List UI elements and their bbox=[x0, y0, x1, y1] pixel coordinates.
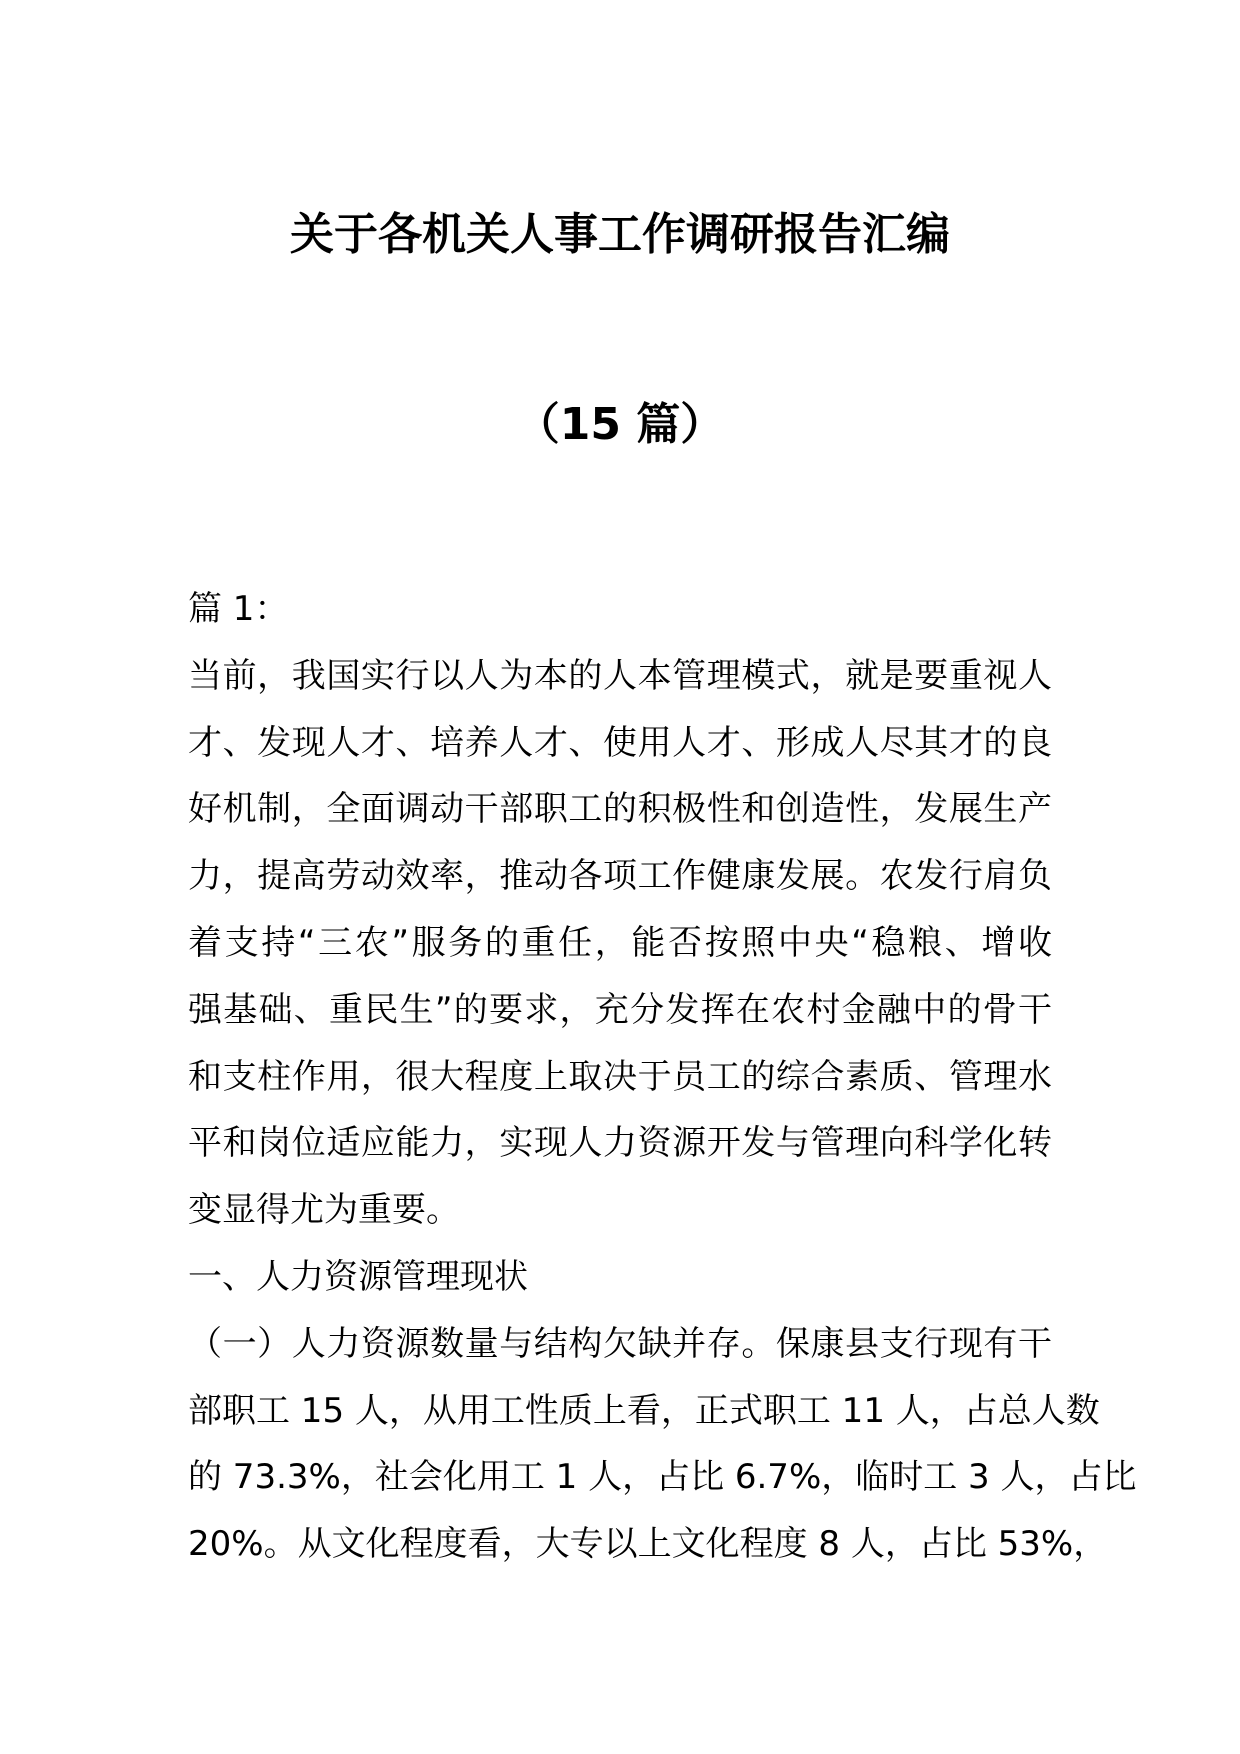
paragraph-line: 变显得尤为重要。 bbox=[188, 1190, 460, 1231]
section-label: 篇 1： bbox=[188, 589, 289, 629]
section-heading: 一、人力资源管理现状 bbox=[188, 1256, 528, 1297]
document-subtitle: （15 篇） bbox=[515, 399, 725, 450]
paragraph-line: 才、发现人才、培养人才、使用人才、形成人尽其才的良 bbox=[188, 722, 1052, 763]
document-body bbox=[188, 576, 1137, 1578]
paragraph-line: 强基础、重民生”的要求，充分发挥在农村金融中的骨干 bbox=[188, 989, 1052, 1030]
paragraph-line: 和支柱作用，很大程度上取决于员工的综合素质、管理水 bbox=[188, 1056, 1052, 1097]
paragraph-line: 20%。从文化程度看，大专以上文化程度 8 人，占比 53%， bbox=[188, 1524, 1108, 1565]
paragraph-line: （一）人力资源数量与结构欠缺并存。保康县支行现有干 bbox=[188, 1323, 1052, 1364]
paragraph-line: 着支持“三农”服务的重任，能否按照中央“稳粮、增收 bbox=[188, 922, 1052, 963]
paragraph-line: 平和岗位适应能力，实现人力资源开发与管理向科学化转 bbox=[188, 1123, 1052, 1164]
paragraph-line: 当前，我国实行以人为本的人本管理模式，就是要重视人 bbox=[188, 655, 1052, 696]
paragraph-line: 部职工 15 人，从用工性质上看，正式职工 11 人，占总人数 bbox=[188, 1390, 1100, 1431]
paragraph-line: 的 73.3%，社会化用工 1 人，占比 6.7%，临时工 3 人，占比 bbox=[188, 1457, 1137, 1498]
paragraph-line: 力，提高劳动效率，推动各项工作健康发展。农发行肩负 bbox=[188, 856, 1052, 897]
paragraph-line: 好机制，全面调动干部职工的积极性和创造性，发展生产 bbox=[188, 789, 1052, 830]
document-title: 关于各机关人事工作调研报告汇编 bbox=[290, 209, 950, 260]
